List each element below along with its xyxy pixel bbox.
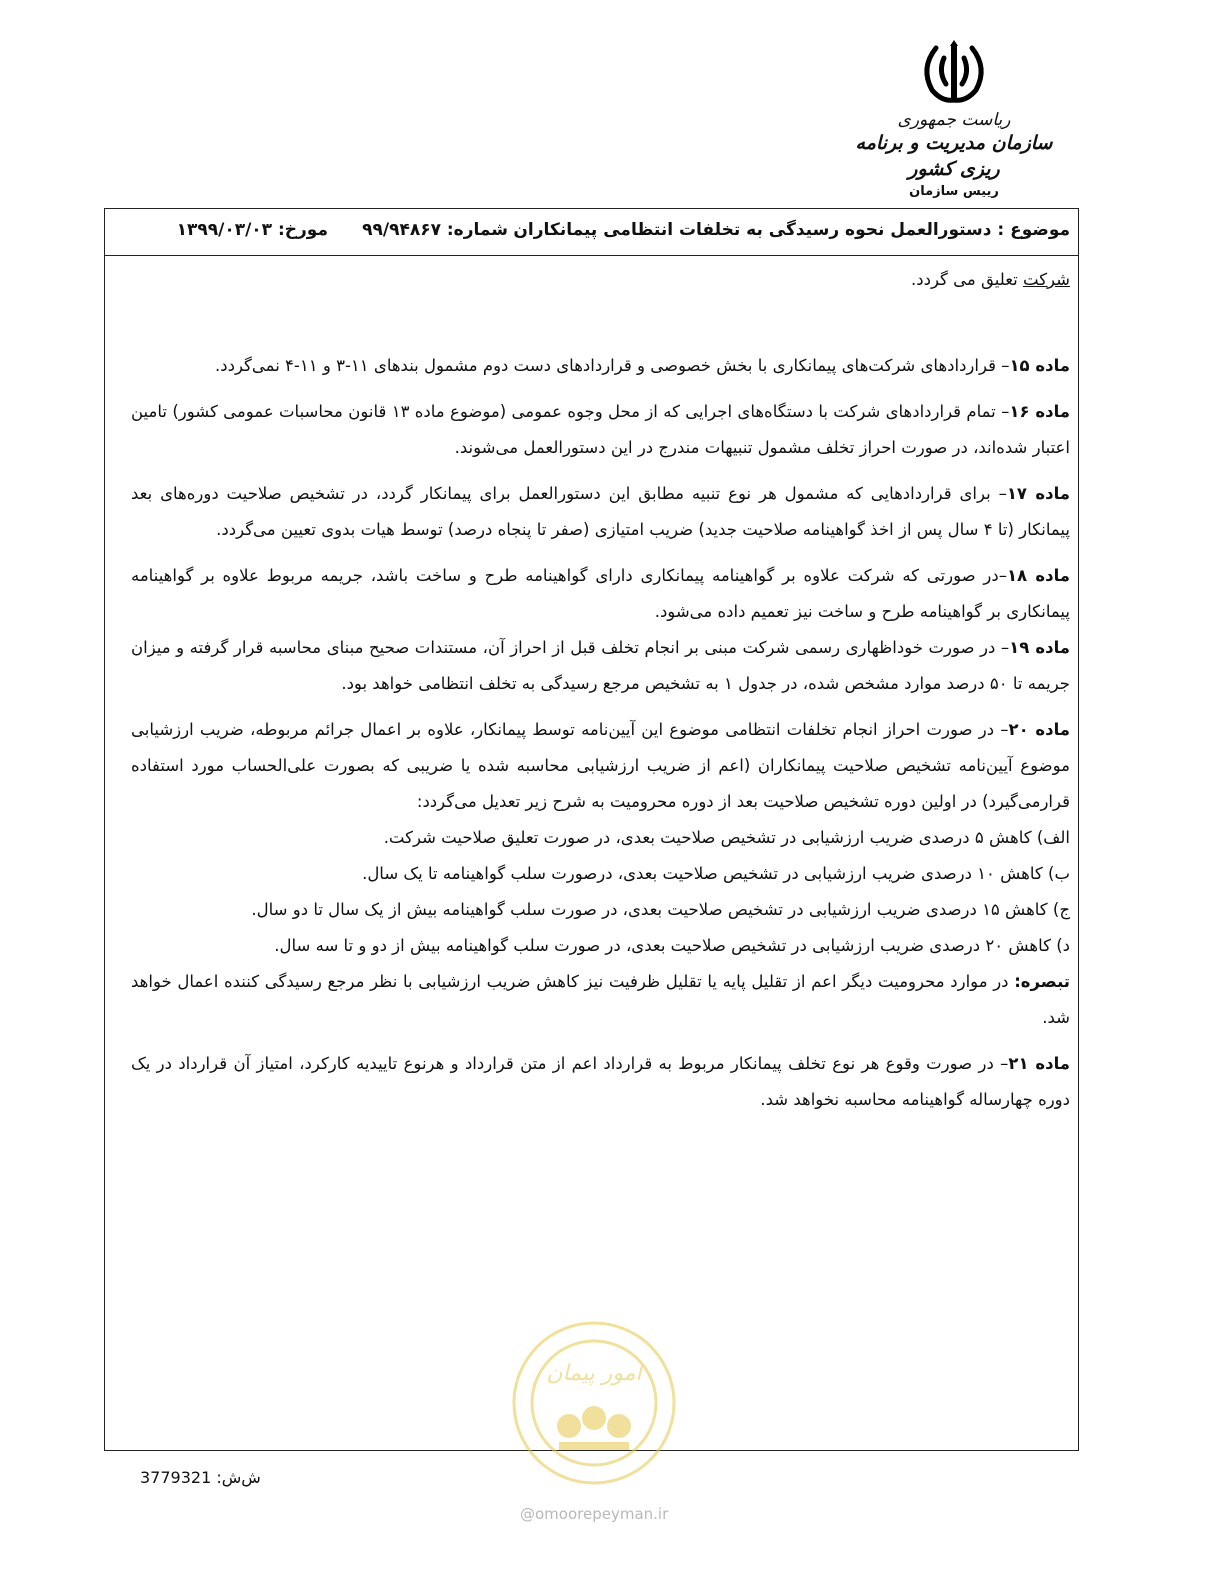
- article-20-text: – در صورت احراز انجام تخلفات انتظامی موضوع این آیین‌نامه توسط پیمانکار، علاوه بر اعمال جرائم مربوطه، ضریب ارزشیابی موضوع آیین‌نامه تشخیص صلاحیت پیمانکاران (اعم از ضریب ارزشیابی محاسبه شده یا ضریبی که بصورت علی‌الحساب مورد استفاده قرارمی‌گیرد) در اولین دوره تشخیص صلاحیت بعد از دوره محرومیت به شرح زیر تعدیل می‌گردد:: [131, 720, 1070, 811]
- article-15-title: ماده ۱۵: [1009, 356, 1070, 375]
- subject-label: موضوع : دستورالعمل نحوه رسیدگی به تخلفات انتظامی پیمانکاران: [513, 220, 1070, 240]
- footer-website: @omoorepeyman.ir: [520, 1505, 669, 1523]
- document-body: [105, 256, 1078, 1118]
- article-21-title: ماده ۲۱: [1008, 1054, 1070, 1073]
- continuation-underlined-word: شرکت: [1023, 270, 1070, 289]
- article-21: [131, 1046, 1070, 1118]
- article-18-text: –در صورتی که شرکت علاوه بر گواهینامه پیمانکاری دارای گواهینامه طرح و ساخت باشد، جریمه مربوط علاوه بر گواهینامه پیمانکاری بر گواهینامه طرح و ساخت نیز تعمیم داده می‌شود.: [131, 566, 1070, 621]
- article-20-title: ماده ۲۰: [1008, 720, 1070, 739]
- continuation-line: [131, 262, 1070, 298]
- note-text: در موارد محرومیت دیگر اعم از تقلیل پایه یا تقلیل ظرفیت نیز کاهش ضریب ارزشیابی با نظر مرجع رسیدگی کننده اعمال خواهد شد.: [131, 972, 1070, 1027]
- subject-row: [105, 209, 1078, 256]
- letter-date: مورخ: ۱۳۹۹/۰۳/۰۳: [176, 220, 328, 240]
- article-19-title: ماده ۱۹: [1009, 638, 1070, 657]
- letter-number: شماره: ۹۹/۹۴۸۶۷: [362, 220, 508, 240]
- article-16: [131, 394, 1070, 466]
- article-19-text: – در صورت خوداظهاری رسمی شرکت مبنی بر انجام تخلف قبل از احراز آن، مستندات صحیح مبنای محاسبه قرار گرفته و میزان جریمه تا ۵۰ درصد موارد مشخص شده، در جدول ۱ به تشخیص مرجع رسیدگی به تخلف انتظامی خواهد بود.: [131, 638, 1070, 693]
- letterhead: [834, 38, 1074, 202]
- article-16-text: – تمام قراردادهای شرکت با دستگاه‌های اجرایی که از محل وجوه عمومی (موضوع ماده ۱۳ قانون محاسبات عمومی کشور) تامین اعتبار شده‌اند، در صورت احراز تخلف مشمول تنبیهات مندرج در این دستورالعمل می‌شوند.: [131, 402, 1070, 457]
- article-16-title: ماده ۱۶: [1009, 402, 1070, 421]
- document-frame: [104, 208, 1079, 1451]
- article-20-item-c: ج) کاهش ۱۵ درصدی ضریب ارزشیابی در تشخیص صلاحیت بعدی، در صورت سلب گواهینامه بیش از یک سال تا دو سال.: [251, 900, 1070, 919]
- article-17: [131, 476, 1070, 548]
- watermark-seal: [509, 1318, 679, 1488]
- organization-name: سازمان مدیریت و برنامه ریزی کشور: [855, 132, 1053, 180]
- article-18: [131, 558, 1070, 630]
- continuation-rest: تعلیق می گردد.: [911, 270, 1023, 289]
- article-15: [131, 348, 1070, 384]
- article-17-text: – برای قراردادهایی که مشمول هر نوع تنبیه مطابق این دستورالعمل برای پیمانکار گردد، در تشخیص صلاحیت دوره‌های بعد پیمانکار (تا ۴ سال پس از اخذ گواهینامه صلاحیت جدید) ضریب امتیازی (صفر تا پنجاه درصد) توسط هیات بدوی تعیین می‌گردد.: [131, 484, 1070, 539]
- note-title: تبصره:: [1014, 972, 1070, 991]
- article-20: [131, 712, 1070, 820]
- footer-code: ش‌ش: 3779321: [140, 1468, 261, 1487]
- article-17-title: ماده ۱۷: [1006, 484, 1070, 503]
- article-20-item-b: ب) کاهش ۱۰ درصدی ضریب ارزشیابی در تشخیص صلاحیت بعدی، درصورت سلب گواهینامه تا یک سال.: [362, 864, 1070, 883]
- article-15-text: – قراردادهای شرکت‌های پیمانکاری با بخش خصوصی و قراردادهای دست دوم مشمول بندهای ۱۱-۳ و ۱۱-۴ نمی‌گردد.: [215, 356, 1010, 375]
- presidency-title: ریاست جمهوری: [897, 110, 1011, 130]
- note: [131, 964, 1070, 1036]
- watermark-text: امور پیمان: [546, 1361, 642, 1386]
- article-20-item-d: د) کاهش ۲۰ درصدی ضریب ارزشیابی در تشخیص صلاحیت بعدی، در صورت سلب گواهینامه بیش از دو و تا سه سال.: [274, 936, 1070, 955]
- head-title: رییس سازمان: [909, 184, 999, 199]
- article-20-item-a: الف) کاهش ۵ درصدی ضریب ارزشیابی در تشخیص صلاحیت بعدی، در صورت تعلیق صلاحیت شرکت.: [383, 828, 1070, 847]
- article-21-text: – در صورت وقوع هر نوع تخلف پیمانکار مربوط به قرارداد اعم از متن قرارداد و هرنوع تاییدیه کارکرد، امتیاز آن قرارداد در یک دوره چهارساله گواهینامه محاسبه نخواهد شد.: [131, 1054, 1070, 1109]
- article-19: [131, 630, 1070, 702]
- iran-emblem-icon: [914, 38, 994, 108]
- article-18-title: ماده ۱۸: [1006, 566, 1070, 585]
